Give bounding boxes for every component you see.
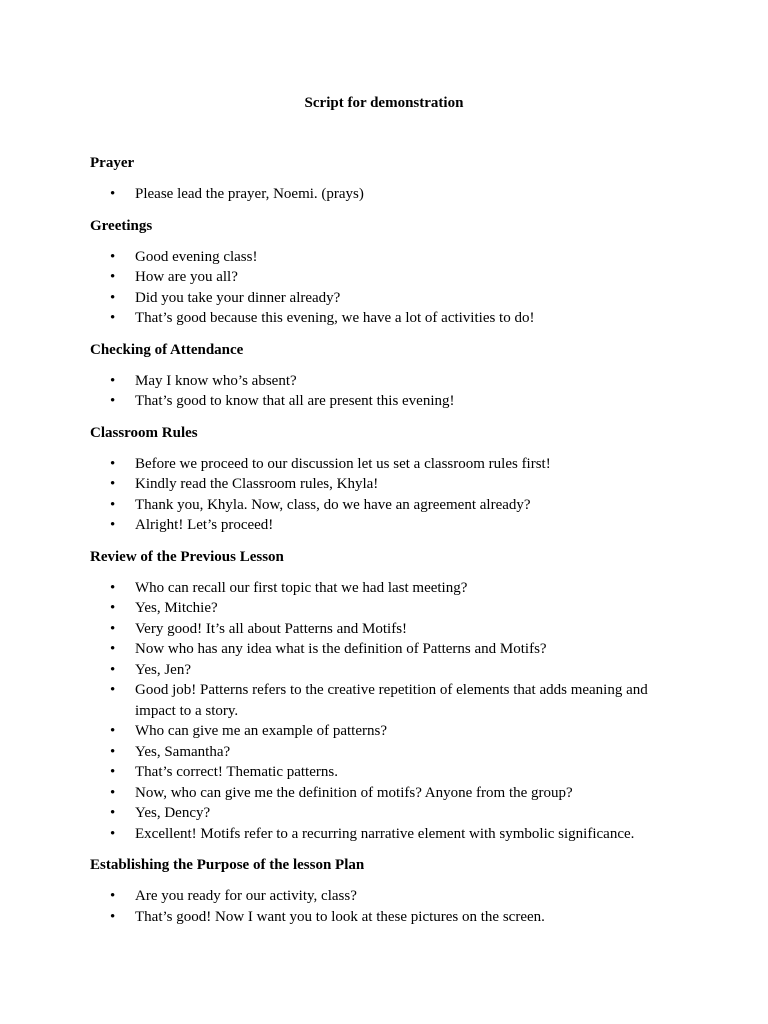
bullet-icon: • <box>110 289 116 306</box>
list-item <box>90 474 680 495</box>
bullet-icon: • <box>110 455 116 472</box>
document-title: Script for demonstration <box>304 95 464 111</box>
list-item <box>90 391 680 412</box>
bullet-icon: • <box>110 496 116 513</box>
list-item-text: Good evening class! <box>135 248 258 265</box>
list-item-text: That’s correct! Thematic patterns. <box>135 764 338 780</box>
list-item-text: That’s good! Now I want you to look at these pictures on the screen. <box>135 908 545 925</box>
list-item-text: That’s good to know that all are present this evening! <box>135 393 455 409</box>
bullet-list <box>90 454 680 536</box>
list-item-text: Good job! Patterns refers to the creative repetition of elements that adds meaning and impact to a story. <box>135 682 648 719</box>
bullet-icon: • <box>110 248 116 265</box>
bullet-icon: • <box>110 269 116 285</box>
list-item <box>90 578 680 599</box>
list-item <box>90 619 680 640</box>
bullet-list <box>90 184 680 205</box>
bullet-icon: • <box>110 517 116 533</box>
list-item <box>90 639 680 660</box>
bullet-icon: • <box>110 764 116 780</box>
bullet-icon: • <box>110 393 116 409</box>
bullet-icon: • <box>110 805 116 821</box>
bullet-icon: • <box>110 682 116 698</box>
bullet-icon: • <box>110 743 116 760</box>
bullet-list <box>90 247 680 329</box>
list-item-text: May I know who’s absent? <box>135 372 297 389</box>
list-item-text: Alright! Let’s proceed! <box>135 517 274 533</box>
list-item-text: Before we proceed to our discussion let us set a classroom rules first! <box>135 455 551 472</box>
list-item <box>90 762 680 783</box>
list-item-text: Excellent! Motifs refer to a recurring narrative element with symbolic significance. <box>135 825 635 842</box>
bullet-icon: • <box>110 186 116 202</box>
bullet-icon: • <box>110 600 116 616</box>
bullet-icon: • <box>110 372 116 389</box>
list-item-text: How are you all? <box>135 269 238 285</box>
list-item <box>90 515 680 536</box>
list-item-text: Did you take your dinner already? <box>135 289 341 306</box>
list-item <box>90 783 680 804</box>
bullet-list <box>90 886 680 927</box>
bullet-icon: • <box>110 723 116 739</box>
list-item-text: Please lead the prayer, Noemi. (prays) <box>135 186 364 202</box>
list-item <box>90 886 680 907</box>
list-item <box>90 184 680 205</box>
list-item-text: Who can recall our first topic that we had last meeting? <box>135 579 468 596</box>
list-item-text: Yes, Jen? <box>135 661 191 678</box>
list-item-text: That’s good because this evening, we have a lot of activities to do! <box>135 310 535 326</box>
bullet-list <box>90 578 680 845</box>
list-item <box>90 907 680 928</box>
section-heading: Classroom Rules <box>90 424 198 441</box>
list-item <box>90 247 680 268</box>
list-item <box>90 454 680 475</box>
list-item <box>90 680 680 721</box>
bullet-icon: • <box>110 661 116 678</box>
section-heading: Establishing the Purpose of the lesson Plan <box>90 857 365 873</box>
section-heading: Prayer <box>90 155 135 171</box>
bullet-icon: • <box>110 476 116 492</box>
list-item <box>90 742 680 763</box>
section-heading: Checking of Attendance <box>90 341 244 358</box>
bullet-icon: • <box>110 620 116 637</box>
section-heading: Greetings <box>90 217 153 234</box>
list-item <box>90 267 680 288</box>
list-item-text: Kindly read the Classroom rules, Khyla! <box>135 476 379 492</box>
bullet-icon: • <box>110 641 116 657</box>
list-item-text: Now who has any idea what is the definition of Patterns and Motifs? <box>135 641 547 657</box>
bullet-icon: • <box>110 908 116 925</box>
list-item <box>90 598 680 619</box>
list-item-text: Yes, Mitchie? <box>135 600 218 616</box>
bullet-icon: • <box>110 579 116 596</box>
bullet-icon: • <box>110 825 116 842</box>
bullet-list <box>90 371 680 412</box>
list-item-text: Who can give me an example of patterns? <box>135 723 387 739</box>
bullet-icon: • <box>110 310 116 326</box>
list-item <box>90 660 680 681</box>
list-item-text: Yes, Samantha? <box>135 743 231 760</box>
list-item <box>90 803 680 824</box>
bullet-icon: • <box>110 784 116 801</box>
section-heading: Review of the Previous Lesson <box>90 548 284 565</box>
list-item <box>90 721 680 742</box>
list-item-text: Yes, Dency? <box>135 805 211 821</box>
list-item <box>90 308 680 329</box>
list-item-text: Are you ready for our activity, class? <box>135 888 357 904</box>
list-item <box>90 371 680 392</box>
list-item <box>90 288 680 309</box>
bullet-icon: • <box>110 888 116 904</box>
list-item <box>90 824 680 845</box>
list-item-text: Very good! It’s all about Patterns and Motifs! <box>135 620 408 637</box>
list-item-text: Thank you, Khyla. Now, class, do we have an agreement already? <box>135 496 531 513</box>
document-body <box>90 153 680 938</box>
list-item-text: Now, who can give me the definition of motifs? Anyone from the group? <box>135 784 573 801</box>
list-item <box>90 495 680 516</box>
